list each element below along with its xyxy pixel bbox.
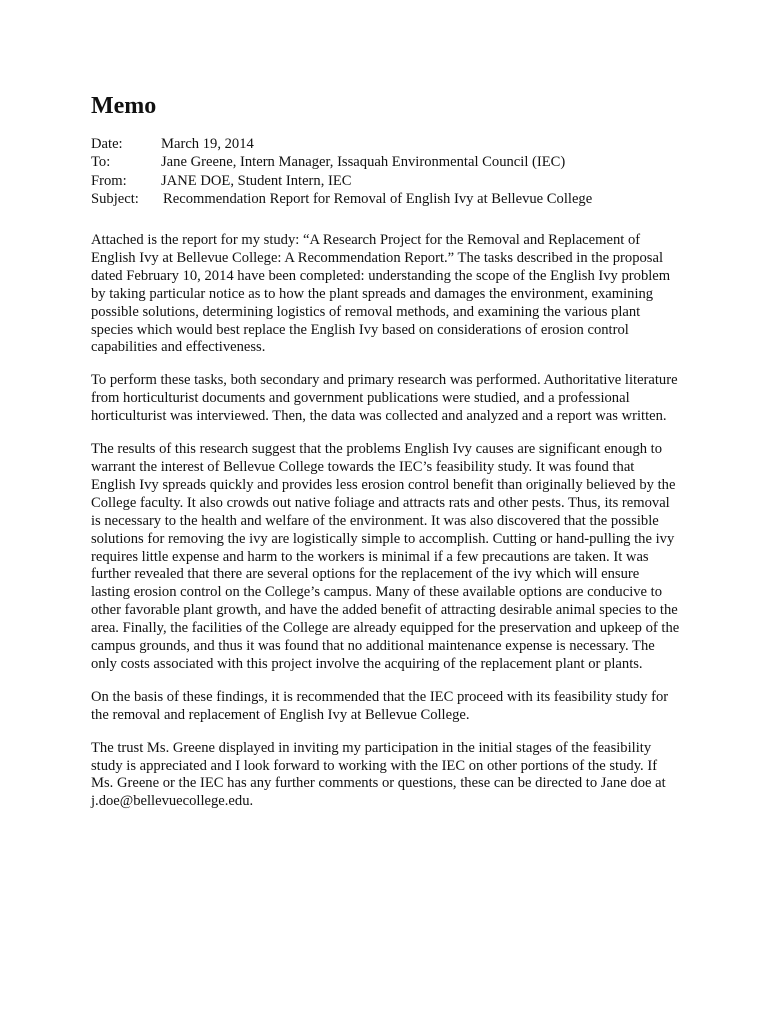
date-row	[91, 135, 592, 153]
to-value: Jane Greene, Intern Manager, Issaquah Environmental Council (IEC)	[161, 154, 566, 171]
memo-title: Memo	[91, 93, 157, 119]
memo-body	[91, 232, 681, 826]
paragraph-methods: To perform these tasks, both secondary and primary research was performed. Authoritative literature from horticulturist documents and government publications were studied, and a professional horticulturist was interviewed. Then, the data was collected and analyzed and a report was written.	[91, 372, 678, 425]
from-value: JANE DOE, Student Intern, IEC	[161, 172, 352, 189]
to-label: To:	[91, 154, 111, 171]
subject-row	[91, 190, 592, 208]
from-label: From:	[91, 172, 127, 189]
subject-value: Recommendation Report for Removal of English Ivy at Bellevue College	[163, 191, 593, 208]
paragraph-results: The results of this research suggest that the problems English Ivy causes are significant enough to warrant the interest of Bellevue College towards the IEC’s feasibility study. It was found that English Ivy spreads quickly and provides less erosion control benefit than originally believed by the College faculty. It also crowds out native foliage and attracts rats and other pests. Thus, its removal is necessary to the health and welfare of the environment. It was also discovered that the possible solutions for removing the ivy are logistically simple to accomplish. Cutting or hand-pulling the ivy requires little expense and harm to the workers is minimal if a few precautions are taken. It was further revealed that there are several options for the replacement of the ivy which will ensure lasting erosion control on the College’s campus. Many of these available options are conducive to other favorable plant growth, and have the added benefit of attracting desirable animal species to the area. Finally, the facilities of the College are already equipped for the preservation and upkeep of the campus grounds, and thus it was found that no additional maintenance expense is necessary. The only costs associated with this project involve the acquiring of the replacement plant or plants.	[91, 441, 680, 672]
to-row	[91, 153, 592, 171]
paragraph-intro: Attached is the report for my study: “A Research Project for the Removal and Replacement of English Ivy at Bellevue College: A Recommendation Report.” The tasks described in the proposal dated February 10, 2014 have been completed: understanding the scope of the English Ivy problem by taking particular notice as to how the plant spreads and damages the environment, examining possible solutions, determining logistics of removal methods, and examining the various plant species which would best replace the English Ivy based on considerations of erosion control capabilities and effectiveness.	[91, 232, 671, 356]
date-label: Date:	[91, 136, 123, 152]
subject-label: Subject:	[91, 191, 139, 208]
from-row	[91, 172, 592, 190]
memo-header	[91, 135, 592, 209]
date-value: March 19, 2014	[161, 136, 254, 152]
paragraph-closing: The trust Ms. Greene displayed in inviting my participation in the initial stages of the feasibility study is appreciated and I look forward to working with the IEC on other portions of the study. If Ms. Greene or the IEC has any further comments or questions, these can be directed to Jane doe at j.doe@bellevuecollege.edu.	[91, 739, 666, 810]
paragraph-recommendation: On the basis of these findings, it is recommended that the IEC proceed with its feasibility study for the removal and replacement of English Ivy at Bellevue College.	[91, 688, 669, 723]
